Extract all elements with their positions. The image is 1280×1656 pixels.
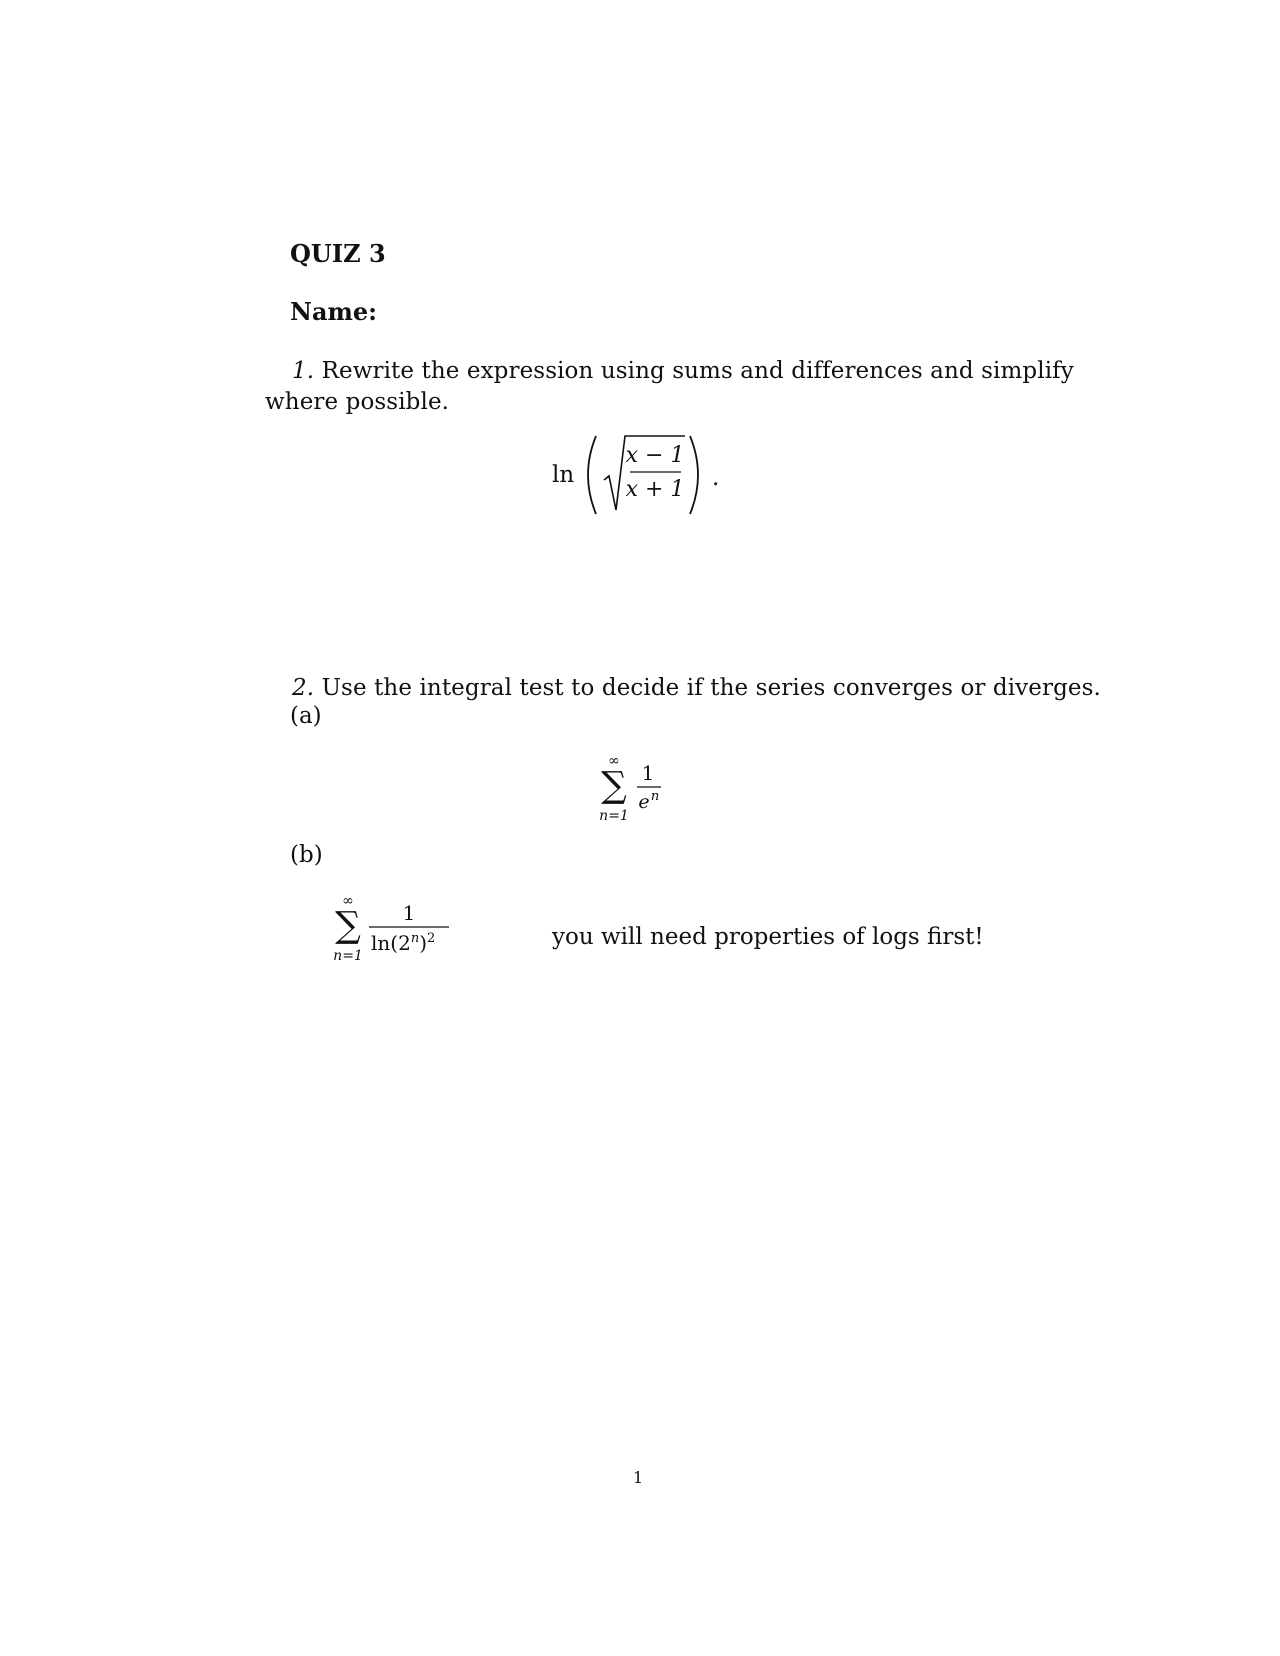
sqrt-numerator: x − 1 — [625, 443, 685, 468]
ln-function: ln — [552, 462, 575, 488]
question-1-number: 1. — [292, 358, 315, 384]
fraction-numerator: 1 — [402, 901, 416, 925]
sigma-symbol: ∑ — [335, 905, 361, 946]
sum-lower-limit: n=1 — [333, 948, 363, 964]
sum-upper-limit: ∞ — [608, 753, 620, 769]
page-number: 1 — [633, 1468, 644, 1487]
left-paren — [588, 436, 596, 514]
question-1-text — [292, 356, 1074, 387]
question-1-text-line1: Rewrite the expression using sums and differences and simplify — [314, 358, 1074, 384]
question-1-expression — [552, 430, 722, 520]
part-b-label: (b) — [290, 842, 323, 868]
sum-lower-limit: n=1 — [599, 808, 629, 824]
right-paren — [690, 436, 698, 514]
fraction-denominator: $\ln(2^n)^2$ — [371, 931, 436, 955]
fraction-numerator: 1 — [641, 761, 655, 785]
fraction-denominator: e — [638, 791, 650, 813]
sqrt-denominator: x + 1 — [625, 477, 685, 502]
quiz-title: QUIZ 3 — [290, 239, 386, 268]
sigma-symbol: ∑ — [601, 765, 627, 806]
part-a-label: (a) — [290, 703, 322, 729]
question-2-number: 2. — [292, 675, 315, 701]
part-a-series — [596, 750, 676, 830]
question-2-text — [292, 673, 1101, 704]
question-1-text-line2: where possible. — [265, 389, 450, 415]
name-label: Name: — [290, 297, 378, 326]
denominator-exponent: n — [650, 789, 660, 804]
part-b-hint: you will need properties of logs first! — [552, 924, 984, 950]
part-b-series — [330, 890, 460, 970]
question-2-text-body: Use the integral test to decide if the series converges or diverges. — [314, 675, 1101, 701]
expr-period: . — [712, 465, 720, 491]
sum-upper-limit: ∞ — [342, 893, 354, 909]
